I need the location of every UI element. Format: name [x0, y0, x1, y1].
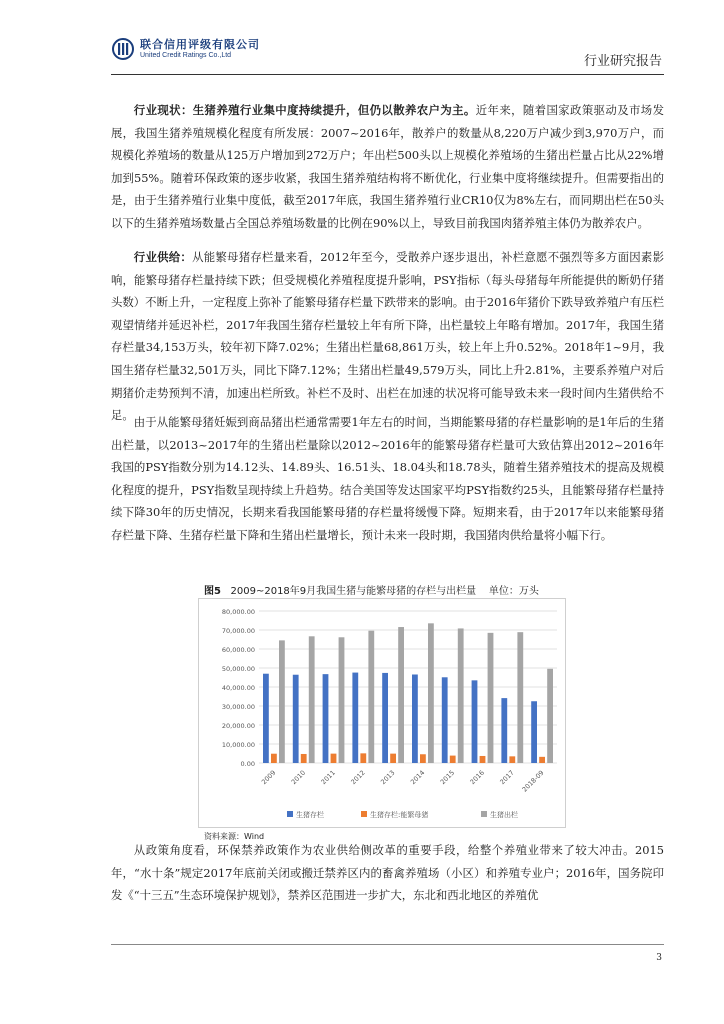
- paragraph-lead: 行业供给：: [133, 250, 193, 264]
- bar-sow-inventory: [271, 754, 277, 763]
- bar-sow-inventory: [450, 756, 456, 763]
- bar-hog-inventory: [323, 674, 329, 763]
- bar-hog-slaughter: [398, 627, 404, 763]
- bar-hog-slaughter: [279, 640, 285, 763]
- legend-swatch: [287, 811, 293, 817]
- bar-sow-inventory: [360, 753, 366, 763]
- x-tick-label: 2011: [319, 768, 337, 787]
- legend-label: 生猪存栏: [296, 811, 324, 819]
- bar-sow-inventory: [509, 756, 515, 763]
- footer-divider: [111, 944, 664, 945]
- bar-hog-inventory: [382, 673, 388, 763]
- bar-hog-slaughter: [428, 623, 434, 763]
- company-name-en: United Credit Ratings Co.,Ltd: [140, 52, 232, 59]
- bar-hog-slaughter: [368, 631, 374, 763]
- x-tick-label: 2010: [289, 768, 308, 787]
- bar-sow-inventory: [480, 756, 486, 763]
- figure-unit: 单位：万头: [488, 586, 539, 597]
- bar-sow-inventory: [420, 754, 426, 763]
- y-tick-label: 30,000.00: [221, 703, 255, 711]
- paragraph-body: 近年来，随着国家政策驱动及市场发展，我国生猪养殖规模化程度有所发展：2007~2016年，散养户的数量从8,220万户减少到3,970万户，而规模化养殖场的数量从125万户增加到272万户；年出栏500头以上规模化养殖场的生猪出栏量占比从22%增加到55%。随着环保政策的逐步收紧，我国生猪养殖结构将不断优化，行业集中度将继续提升。但需要指出的是，由于生猪养殖行业集中度低，截至2017年底，我国生猪养殖行业CR10仅为8%左右，而同期出栏在50头以下的生猪养殖场数量占全国总养殖场数量的比例在90%以上，导致目前我国肉猪养殖主体仍为散养农户。: [111, 103, 664, 230]
- x-tick-label: 2009: [259, 768, 278, 787]
- x-tick-label: 2015: [438, 768, 457, 787]
- figure-number: 图5: [204, 586, 221, 597]
- x-tick-label: 2018-09: [520, 768, 546, 794]
- y-tick-label: 50,000.00: [221, 665, 255, 673]
- page-number: 3: [656, 953, 662, 963]
- legend-label: 生猪出栏: [490, 811, 518, 819]
- figure-title: 2009~2018年9月我国生猪与能繁母猪的存栏与出栏量: [230, 586, 477, 597]
- bar-sow-inventory: [539, 757, 545, 763]
- paragraph-industry-status: [111, 99, 664, 235]
- bar-hog-inventory: [501, 698, 507, 763]
- paragraph-policy: [111, 839, 664, 907]
- bar-hog-inventory: [472, 680, 478, 763]
- figure-caption: [204, 582, 539, 597]
- header-divider: [111, 74, 664, 75]
- report-type: 行业研究报告: [583, 54, 662, 69]
- bar-hog-slaughter: [547, 669, 553, 763]
- bar-hog-slaughter: [488, 633, 494, 763]
- bar-sow-inventory: [390, 754, 396, 763]
- bar-hog-inventory: [531, 701, 537, 763]
- bar-hog-inventory: [412, 674, 418, 763]
- paragraph-body: 由于从能繁母猪妊娠到商品猪出栏通常需要1年左右的时间，当期能繁母猪的存栏量影响的是1年后的生猪出栏量，以2013~2017年的生猪出栏量除以2012~2016年的能繁母猪存栏量可大致估算出2012~2016年我国的PSY指数分别为14.12头、14.89头、16.51头、18.04头和18.78头，随着生猪养殖技术的提高及规模化程度的提升，PSY指数呈现持续上升趋势。结合美国等发达国家平均PSY指数约25头，且能繁母猪存栏量持续下降30年的历史情况，长期来看我国能繁母猪的存栏量将缓慢下降。短期来看，由于2017年以来能繁母猪存栏量下降、生猪存栏量下降和生猪出栏量增长，预计未来一段时期，我国猪肉供给量将小幅下行。: [111, 415, 664, 542]
- bar-hog-inventory: [293, 675, 299, 763]
- x-tick-label: 2016: [468, 768, 486, 787]
- y-tick-label: 40,000.00: [221, 684, 255, 692]
- bar-chart: [198, 598, 566, 828]
- y-tick-label: 70,000.00: [221, 627, 255, 635]
- bar-sow-inventory: [301, 754, 307, 763]
- paragraph-industry-supply: [111, 246, 664, 427]
- x-tick-label: 2017: [498, 768, 516, 787]
- x-tick-label: 2013: [379, 768, 397, 787]
- y-tick-label: 0.00: [240, 760, 255, 768]
- bar-hog-inventory: [442, 677, 448, 763]
- bar-hog-slaughter: [517, 632, 523, 763]
- bar-hog-inventory: [352, 673, 358, 763]
- bar-hog-slaughter: [458, 628, 464, 763]
- paragraph-body: 从能繁母猪存栏量来看，2012年至今，受散养户逐步退出，补栏意愿不强烈等多方面因素影响，能繁母猪存栏量持续下跌；但受规模化养殖程度提升影响，PSY指标（每头母猪每年所能提供的断奶仔猪头数）不断上升，一定程度上弥补了能繁母猪存栏量下跌带来的影响。由于2016年猪价下跌导致养殖户有压栏观望情绪并延迟补栏，2017年我国生猪存栏量较上年有所下降，出栏量较上年略有增加。2017年，我国生猪存栏量34,153万头，较年初下降7.02%；生猪出栏量68,861万头，较上年上升0.52%。2018年1~9月，我国生猪存栏量32,501万头，同比下降7.12%；生猪出栏量49,579万头，同比上升2.81%，主要系养殖户对后期猪价走势预判不清，加速出栏所致。补栏不及时、出栏在加速的状况将可能导致未来一段时间内生猪供给不足。: [111, 250, 664, 423]
- y-tick-label: 20,000.00: [221, 722, 255, 730]
- x-tick-label: 2012: [349, 768, 367, 787]
- bar-hog-inventory: [263, 674, 269, 763]
- bar-hog-slaughter: [309, 636, 315, 763]
- bar-hog-slaughter: [339, 637, 345, 763]
- y-tick-label: 10,000.00: [221, 741, 255, 749]
- chart-canvas: [199, 599, 565, 827]
- bar-sow-inventory: [331, 754, 337, 763]
- company-logo: [112, 38, 260, 60]
- paragraph-body: 从政策角度看，环保禁养政策作为农业供给侧改革的重要手段，给整个养殖业带来了较大冲击。2015年，“水十条”规定2017年底前关闭或搬迁禁养区内的畜禽养殖场（小区）和养殖专业户；2016年，国务院印发《“十三五”生态环境保护规划》，禁养区范围进一步扩大，东北和西北地区的养殖优: [111, 843, 664, 903]
- legend-swatch: [481, 811, 487, 817]
- paragraph-lead: 行业现状：生猪养殖行业集中度持续提升，但仍以散养农户为主。: [133, 103, 476, 117]
- company-logo-icon: [112, 38, 134, 60]
- legend-swatch: [361, 811, 367, 817]
- company-name-cn: 联合信用评级有限公司: [140, 38, 260, 51]
- legend-label: 生猪存栏:能繁母猪: [370, 811, 429, 819]
- paragraph-psy: [111, 411, 664, 547]
- y-tick-label: 60,000.00: [221, 646, 255, 654]
- figure-source: 资料来源：Wind: [204, 832, 265, 841]
- y-tick-label: 80,000.00: [221, 608, 255, 616]
- x-tick-label: 2014: [408, 768, 427, 787]
